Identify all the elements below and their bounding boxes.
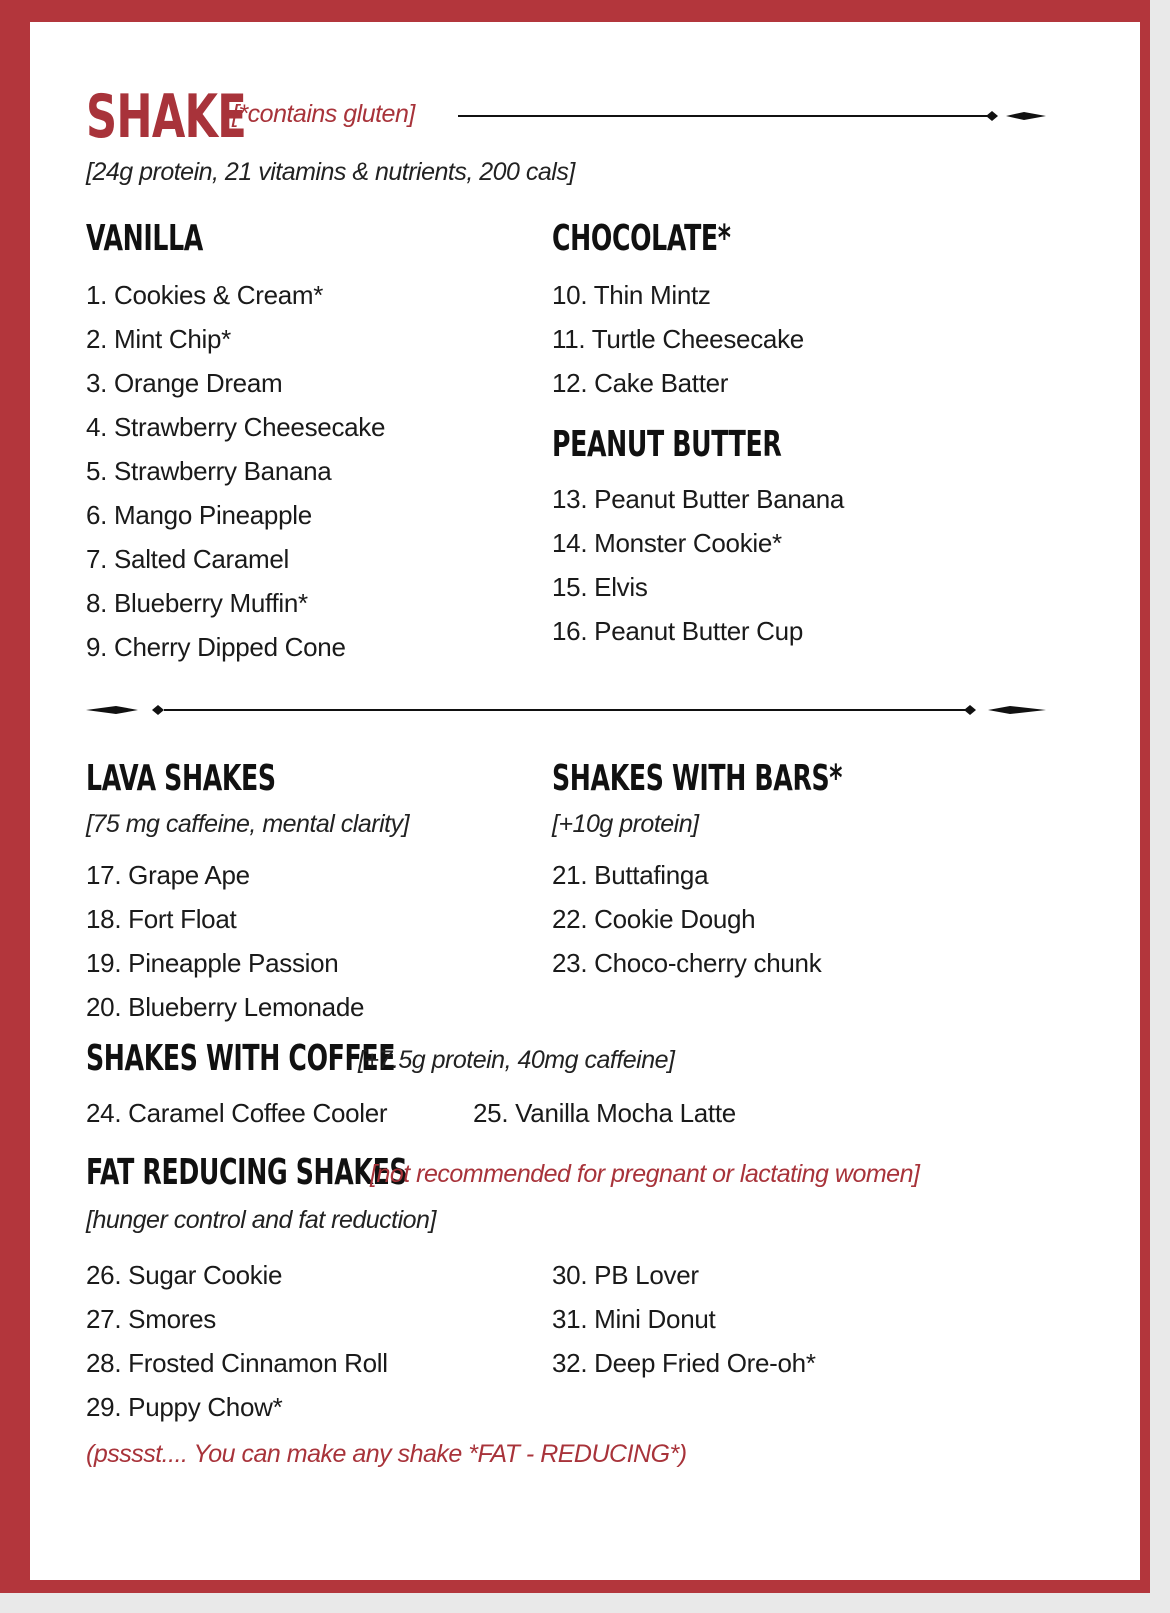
fat-reducing-list-left [86, 1260, 388, 1436]
list-item: 30. PB Lover [552, 1260, 699, 1290]
list-item: 3. Orange Dream [86, 368, 283, 398]
vanilla-heading: VANILLA [86, 218, 203, 259]
lava-note: [75 mg caffeine, mental clarity] [86, 810, 410, 838]
list-item: 13. Peanut Butter Banana [552, 484, 845, 514]
menu-card [30, 22, 1140, 1580]
menu-title: SHAKE [86, 82, 247, 152]
fat-reducing-list-right [552, 1260, 816, 1392]
peanut-butter-list [552, 484, 844, 660]
list-item: 5. Strawberry Banana [86, 456, 332, 486]
list-item: 10. Thin Mintz [552, 280, 711, 310]
gluten-note: [*contains gluten] [232, 100, 415, 128]
lava-list [86, 860, 364, 1036]
chocolate-list [552, 280, 804, 412]
list-item: 19. Pineapple Passion [86, 948, 339, 978]
list-item: 9. Cherry Dipped Cone [86, 632, 346, 662]
list-item: 7. Salted Caramel [86, 544, 290, 574]
list-item: 1. Cookies & Cream* [86, 280, 324, 310]
list-item: 22. Cookie Dough [552, 904, 756, 934]
peanut-butter-heading: PEANUT BUTTER [552, 424, 782, 465]
list-item: 26. Sugar Cookie [86, 1260, 283, 1290]
lava-heading: LAVA SHAKES [86, 758, 276, 799]
list-item: 11. Turtle Cheesecake [552, 324, 804, 354]
list-item: 29. Puppy Chow* [86, 1392, 283, 1422]
list-item: 20. Blueberry Lemonade [86, 992, 365, 1022]
list-item: 25. Vanilla Mocha Latte [473, 1098, 736, 1128]
list-item: 27. Smores [86, 1304, 216, 1334]
coffee-heading: SHAKES WITH COFFEE [86, 1038, 396, 1079]
list-item: 4. Strawberry Cheesecake [86, 412, 386, 442]
bars-heading: SHAKES WITH BARS* [552, 758, 843, 799]
list-item: 8. Blueberry Muffin* [86, 588, 308, 618]
coffee-note: [+7.5g protein, 40mg caffeine] [358, 1046, 675, 1074]
list-item: 21. Buttafinga [552, 860, 709, 890]
list-item: 17. Grape Ape [86, 860, 250, 890]
list-item: 12. Cake Batter [552, 368, 729, 398]
fat-reducing-footer: (psssst.... You can make any shake *FAT - REDUCING*) [86, 1440, 687, 1468]
fat-reducing-note: [hunger control and fat reduction] [86, 1206, 436, 1234]
fat-reducing-heading: FAT REDUCING SHAKES [86, 1152, 408, 1193]
list-item: 23. Choco-cherry chunk [552, 948, 822, 978]
chocolate-heading: CHOCOLATE* [552, 218, 731, 259]
list-item: 15. Elvis [552, 572, 648, 602]
list-item: 14. Monster Cookie* [552, 528, 782, 558]
list-item: 32. Deep Fried Ore-oh* [552, 1348, 816, 1378]
list-item: 18. Fort Float [86, 904, 237, 934]
bars-list [552, 860, 821, 992]
fat-reducing-warning: [not recommended for pregnant or lactating women] [370, 1160, 920, 1188]
list-item: 6. Mango Pineapple [86, 500, 312, 530]
nutrition-note: [24g protein, 21 vitamins & nutrients, 200 cals] [86, 158, 575, 186]
bars-note: [+10g protein] [552, 810, 699, 838]
section-divider [86, 702, 1048, 718]
list-item: 16. Peanut Butter Cup [552, 616, 803, 646]
header-divider [458, 108, 1048, 124]
vanilla-list [86, 280, 385, 676]
list-item: 31. Mini Donut [552, 1304, 716, 1334]
list-item: 24. Caramel Coffee Cooler [86, 1098, 388, 1128]
list-item: 2. Mint Chip* [86, 324, 231, 354]
list-item: 28. Frosted Cinnamon Roll [86, 1348, 388, 1378]
